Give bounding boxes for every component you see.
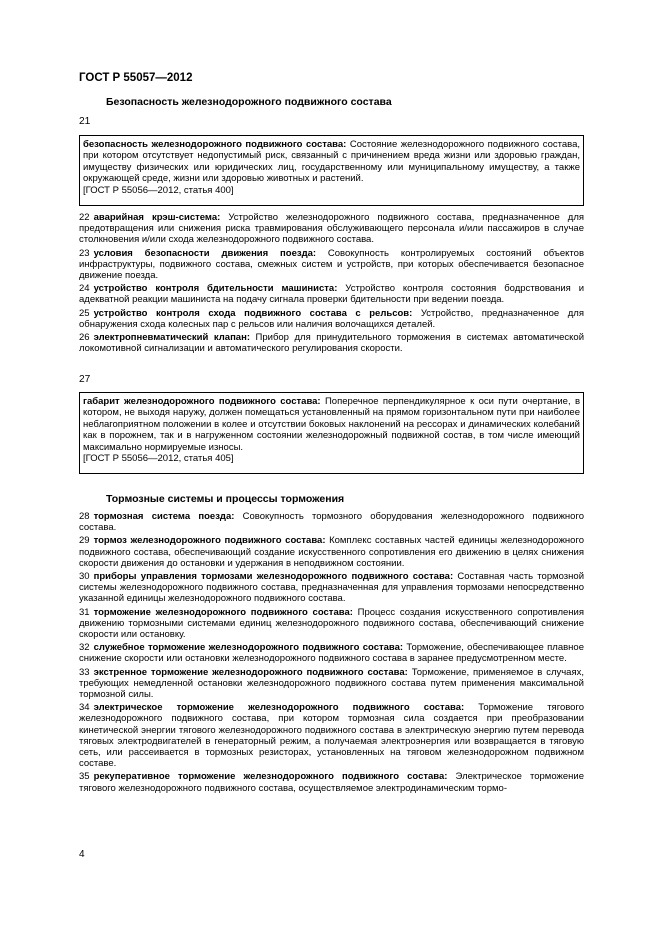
- definition-box-27: [79, 392, 584, 474]
- definition-24: [79, 283, 584, 305]
- definition-text: Процесс создания искусственного сопротивления движению тормозными системами единиц железнодорожного подвижного состава, обеспечивающий снижение скорости или остановку.: [79, 606, 584, 641]
- term-21: безопасность железнодорожного подвижного состава:: [83, 139, 347, 150]
- definition-text: Совокупность контролируемых состояний объектов инфраструктуры, подвижного состава, смежных систем и устройств, при которых обеспечивается безопасное движение поезда.: [79, 247, 584, 282]
- item-number: 30: [79, 571, 90, 583]
- term: служебное торможение железнодорожного подвижного состава:: [93, 642, 404, 654]
- definition-text-21: Состояние железнодорожного подвижного состава, при котором отсутствует недопустимый риск, связанный с причинением вреда жизни или здоровью граждан, имуществу физических или юридических лиц, государственному или муниципальному имуществу, а также окружающей среде, жизни или здоровью животных и растений.: [83, 139, 580, 185]
- definition-31: [79, 607, 584, 641]
- definition-text: Торможение, обеспечивающее плавное снижение скорости или остановки железнодорожного подвижного состава в заранее предусмотренном месте.: [79, 642, 584, 665]
- item-number: 28: [79, 511, 90, 522]
- item-number: 32: [79, 642, 90, 654]
- reference-21: [ГОСТ Р 55056—2012, статья 400]: [83, 184, 234, 196]
- term: тормоз железнодорожного подвижного состава:: [93, 535, 326, 547]
- term: электрическое торможение железнодорожного подвижного состава:: [93, 702, 465, 714]
- term: приборы управления тормозами железнодорожного подвижного состава:: [93, 571, 454, 583]
- page-number: 4: [79, 849, 85, 860]
- term: устройство контроля схода подвижного состава с рельсов:: [93, 307, 413, 319]
- term: рекуперативное торможение железнодорожного подвижного состава:: [93, 771, 448, 783]
- definition-34: [79, 702, 584, 769]
- definition-box-21: [79, 135, 584, 206]
- definition-text-27: Поперечное перпендикулярное к оси пути очертание, в котором, не выходя наружу, должен помещаться установленный на прямом горизонтальном пути при наиболее неблагоприятном положении в колее и отсутствии боковых наклонений на рессорах и динамических колебаний как в порожнем, так и в нагруженном состоянии железнодорожный подвижной состав, в том числе имеющий максимально нормируемые износы.: [83, 396, 580, 453]
- item-number-21: 21: [79, 116, 91, 127]
- reference-27: [ГОСТ Р 55056—2012, статья 405]: [83, 453, 234, 465]
- term-27: габарит железнодорожного подвижного состава:: [83, 396, 321, 407]
- term: устройство контроля бдительности машиниста:: [93, 283, 338, 295]
- definitions-list-b: [79, 511, 584, 796]
- standard-code-header: ГОСТ Р 55057—2012: [79, 72, 193, 84]
- item-number: 22: [79, 212, 90, 223]
- item-number: 29: [79, 535, 90, 547]
- definition-text: Прибор для принудительного торможения в системах автоматической локомотивной сигнализации и автоматического регулирования скорости.: [79, 332, 584, 355]
- section-title-brakes: Тормозные системы и процессы торможения: [106, 493, 345, 505]
- definition-text: Электрическое торможение тягового железнодорожного подвижного состава, осуществляемое электродинамическим тормо-: [79, 771, 584, 794]
- section-title-safety: Безопасность железнодорожного подвижного состава: [106, 96, 392, 108]
- term: условия безопасности движения поезда:: [93, 247, 317, 259]
- definition-27: [83, 396, 580, 453]
- definition-text: Совокупность тормозного оборудования железнодорожного подвижного состава.: [79, 511, 584, 534]
- definition-text: Устройство, предназначенное для обнаружения схода колесных пар с рельсов или наличия волочащихся деталей.: [79, 307, 584, 330]
- item-number: 34: [79, 702, 90, 714]
- item-number: 33: [79, 666, 90, 678]
- definition-23: [79, 248, 584, 282]
- term: тормозная система поезда:: [93, 511, 235, 522]
- item-number-27: 27: [79, 374, 91, 385]
- item-number: 24: [79, 283, 90, 295]
- definition-29: [79, 535, 584, 569]
- definition-text: Составная часть тормозной системы железнодорожного подвижного состава, предназначенная для управления тормозами непосредственно указанной единицы железнодорожного подвижного состава.: [79, 571, 584, 605]
- item-number: 23: [79, 247, 90, 259]
- definition-text: Торможение, применяемое в случаях, требующих немедленной остановки железнодорожного подвижного состава путем применения максимальной тормозной силы.: [79, 666, 584, 701]
- definitions-list-a: [79, 212, 584, 356]
- definition-35: [79, 771, 584, 793]
- definition-26: [79, 332, 584, 354]
- definition-text: Устройство железнодорожного подвижного состава, предназначенное для предотвращения или снижения риска травмирования обслуживающего персонала и/или пассажиров в случае столкновения и/или схода железнодорожного подвижного состава.: [79, 212, 585, 246]
- definition-33: [79, 667, 584, 701]
- item-number: 31: [79, 606, 90, 618]
- definition-22: [79, 212, 584, 246]
- term: торможение железнодорожного подвижного состава:: [93, 606, 353, 618]
- term: аварийная крэш-система:: [93, 212, 221, 223]
- item-number: 35: [79, 771, 90, 783]
- item-number: 26: [79, 332, 90, 344]
- definition-text: Устройство контроля состояния бодрствования и адекватной реакции машиниста на подачу сигнала проверки бдительности при ведении поезда.: [79, 283, 584, 306]
- item-number: 25: [79, 307, 90, 319]
- definition-text: Комплекс составных частей единицы железнодорожного подвижного состава, обеспечивающий создание искусственного сопротивления его движению в целях снижения скорости движения до остановки и удержания в неподвижном состоянии.: [79, 535, 585, 569]
- definition-25: [79, 308, 584, 330]
- term: экстренное торможение железнодорожного подвижного состава:: [93, 666, 408, 678]
- definition-28: [79, 511, 584, 533]
- definition-text: Торможение тягового железнодорожного подвижного состава, при котором тормозная сила создается при преобразовании кинетической энергии тягового железнодорожного подвижного состава в электрическую энергию путем перевода тяговых электродвигателей в генераторный режим, а получаемая электроэнергия или возвращается в тяговую сеть, или рассеивается в тормозных резисторах, установленных на тяговом железнодорожном подвижном составе.: [79, 702, 585, 770]
- term: электропневматический клапан:: [93, 332, 250, 344]
- definition-30: [79, 571, 584, 605]
- definition-32: [79, 642, 584, 664]
- definition-21: [83, 139, 580, 185]
